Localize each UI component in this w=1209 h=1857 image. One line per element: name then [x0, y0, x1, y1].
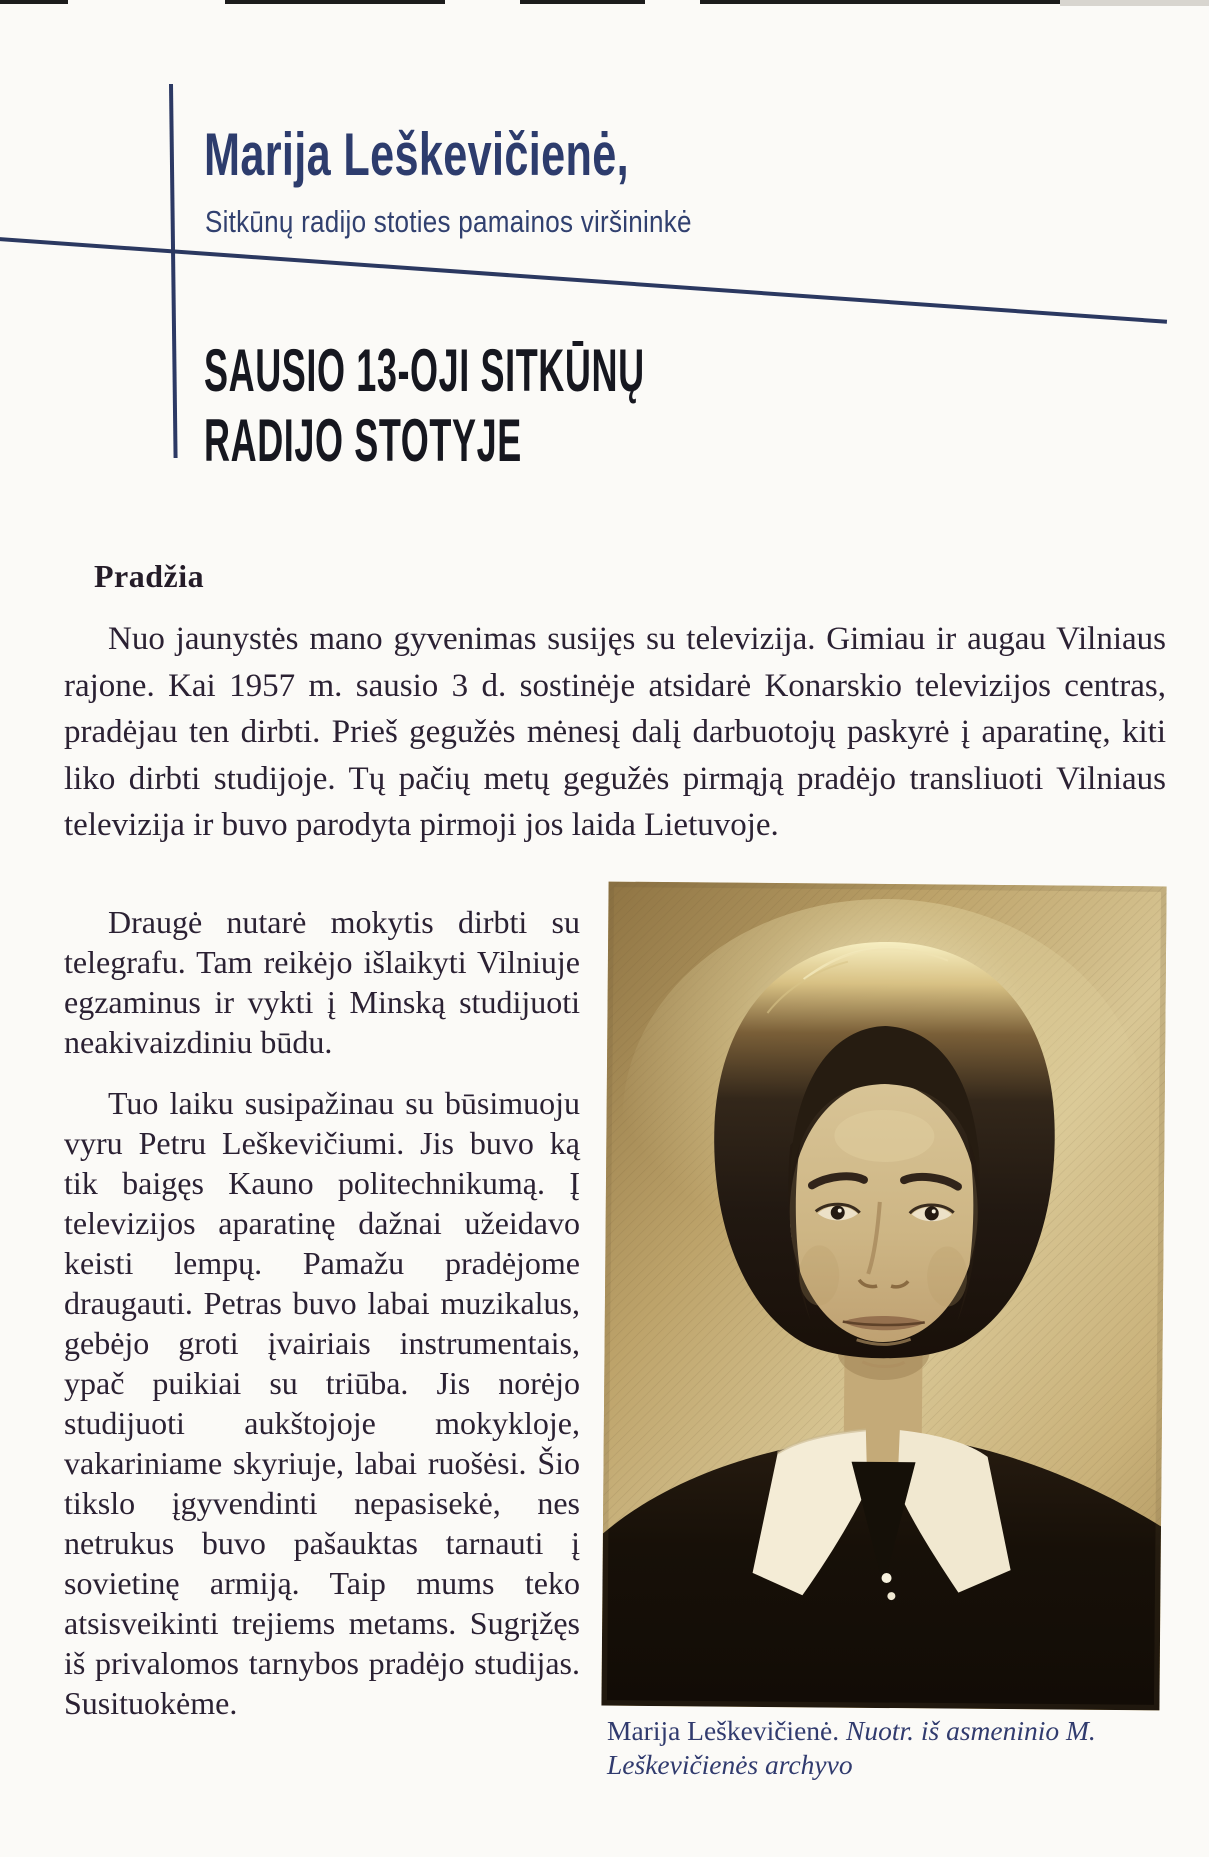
chapter-title-line2: RADIJO STOTYJE: [204, 407, 522, 474]
caption-credit: Nuotr. iš asmeninio M. Leškevičienės archyvo: [607, 1715, 1096, 1780]
scan-edge-artifact: [0, 0, 68, 4]
scan-edge-artifact: [225, 0, 445, 4]
chapter-title-line1: SAUSIO 13-OJI SITKŪNŲ: [204, 337, 645, 404]
scan-edge-artifact: [520, 0, 645, 4]
author-role: Sitkūnų radijo stoties pamainos viršininkė: [205, 204, 692, 239]
author-name: Marija Leškevičienė,: [204, 121, 630, 188]
header-vertical-rule: [169, 84, 177, 458]
paragraph: Draugė nutarė mokytis dirbti su telegrafu. Tam reikėjo išlaikyti Vilniuje egzaminus ir vykti į Minską studijuoti neakivaizdiniu būdu.: [64, 904, 580, 1060]
caption-name: Marija Leškevičienė.: [607, 1715, 840, 1746]
paragraph: Tuo laiku susipažinau su būsimuoju vyru Petru Leškevičiumi. Jis buvo ką tik baigęs Kauno politechnikumą. Į televizijos aparatinę dažnai užeidavo keisti lempų. Pamažu pradėjome draugauti. Petras buvo labai muzikalus, gebėjo groti įvairiais instrumentais, ypač puikiai su triūba. Jis norėjo studijuoti aukštojoje mokykloje, vakariniame skyriuje, labai ruošėsi. Šio tikslo įgyvendinti nepasisekė, nes netrukus buvo pašauktas tarnauti į sovietinę armiją. Taip mums teko atsisveikinti trejiems metams. Sugrįžęs iš privalomos tarnybos pradėjo studijas. Susituokėme.: [64, 1085, 580, 1721]
photo-caption: [607, 1714, 1152, 1782]
portrait-photo: [601, 882, 1166, 1711]
scan-edge-artifact: [700, 0, 1060, 4]
portrait-photo-illustration: [601, 882, 1166, 1711]
left-text-column: [64, 902, 580, 1723]
chapter-title: [204, 336, 645, 476]
scan-edge-artifact: [1060, 0, 1209, 6]
section-heading: Pradžia: [94, 558, 205, 594]
intro-paragraph: Nuo jaunystės mano gyvenimas susijęs su televizija. Gimiau ir augau Vilniaus rajone. Kai 1957 m. sausio 3 d. sostinėje atsidarė Konarskio televizijos centras, pradėjau ten dirbti. Prieš gegužės mėnesį dalį darbuotojų paskyrė į aparatinę, kiti liko dirbti studijoje. Tų pačių metų gegužės pirmąją pradėjo transliuoti Vilniaus televizija ir buvo parodyta pirmoji jos laida Lietuvoje.: [64, 621, 1166, 843]
